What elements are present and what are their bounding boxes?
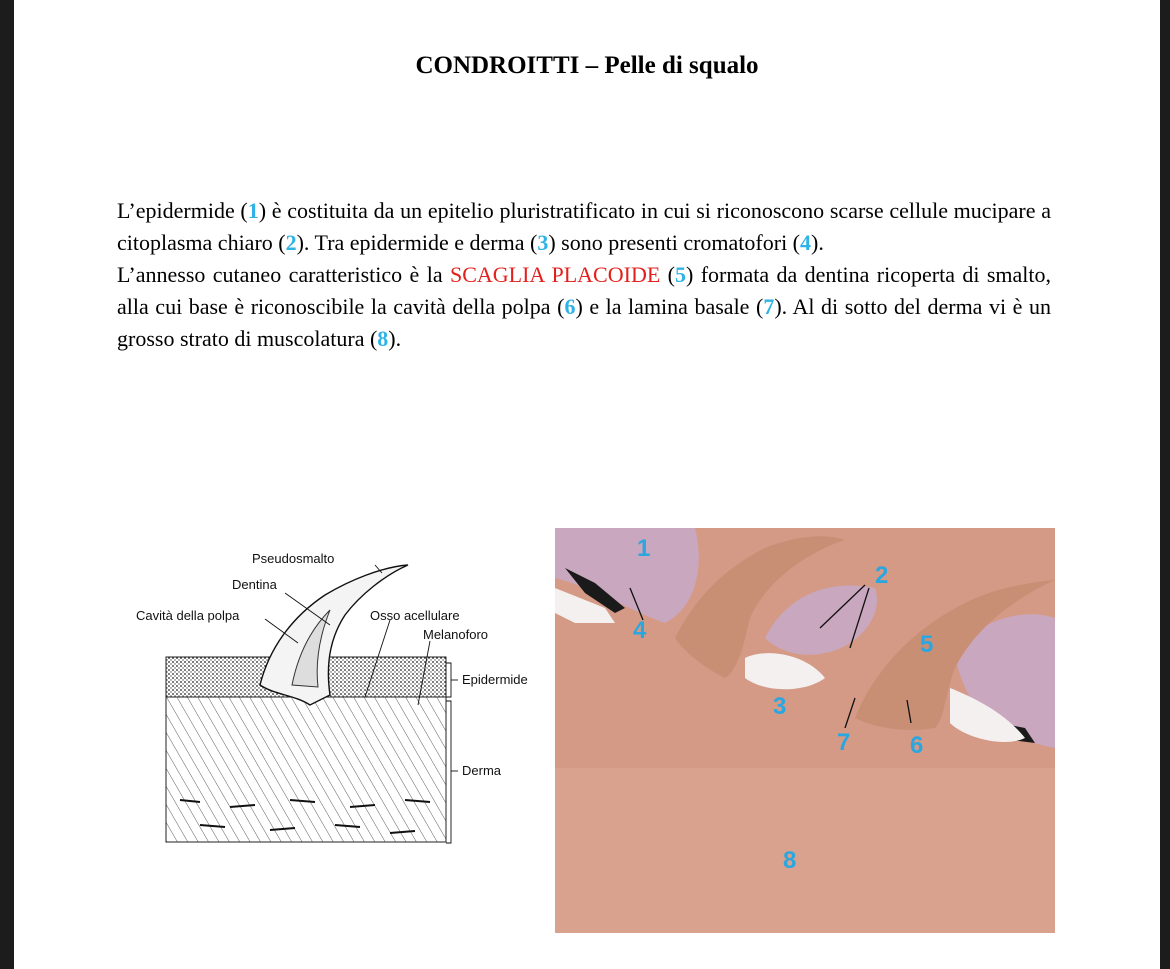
label-epidermide: Epidermide	[462, 672, 528, 687]
photo-label-5: 5	[920, 631, 934, 658]
label-pseudosmalto: Pseudosmalto	[252, 551, 335, 566]
histology-photo	[555, 528, 1055, 933]
photo-label-3: 3	[773, 693, 787, 720]
label-osso-acellulare: Osso acellulare	[370, 608, 460, 623]
label-derma: Derma	[462, 763, 502, 778]
photo-label-2: 2	[875, 562, 889, 589]
label-dentina: Dentina	[232, 577, 277, 592]
paragraph-2	[117, 259, 1051, 355]
photo-label-6: 6	[910, 732, 924, 759]
text-span: ) è costituita da un epitelio pluristratificato in cui si riconoscono scarse cellule mucipare a citoplasma chiaro (	[117, 198, 1051, 255]
text-span: ) e la lamina basale (	[575, 294, 764, 319]
photo-label-1: 1	[637, 535, 651, 562]
ref-number-3: 3	[537, 230, 549, 255]
text-span: ) formata da dentina ricoperta di smalto, alla cui base è riconoscibile la cavità della polpa (	[117, 262, 1052, 319]
text-span: ).	[811, 230, 824, 255]
text-span: ) sono presenti cromatofori (	[548, 230, 801, 255]
photo-label-7: 7	[837, 729, 851, 756]
muscle-layer	[555, 768, 1055, 933]
ref-number-7: 7	[763, 294, 775, 319]
label-cavita-polpa: Cavità della polpa	[136, 608, 240, 623]
ref-number-8: 8	[377, 326, 389, 351]
photo-label-8: 8	[783, 847, 797, 874]
highlight-term: SCAGLIA PLACOIDE	[449, 262, 661, 287]
body-text	[117, 195, 1051, 355]
text-span: L’annesso cutaneo caratteristico è la	[117, 262, 450, 287]
text-span: (	[660, 262, 675, 287]
ref-number-2: 2	[285, 230, 297, 255]
paragraph-1	[117, 195, 1051, 259]
label-melanoforo: Melanoforo	[423, 627, 489, 642]
text-span: L’epidermide (	[117, 198, 248, 223]
ref-number-4: 4	[800, 230, 812, 255]
text-span: ). Tra epidermide e derma (	[296, 230, 538, 255]
page-title: CONDROITTI – Pelle di squalo	[415, 52, 759, 79]
photo-label-4: 4	[633, 617, 647, 644]
document-page	[14, 0, 1160, 969]
ref-number-5: 5	[675, 262, 686, 287]
dermis-layer	[166, 697, 446, 842]
text-span: ).	[388, 326, 402, 351]
text-span: ). Al di sotto del derma vi è un grosso strato di muscolatura (	[117, 294, 1051, 351]
ref-number-1: 1	[247, 198, 259, 223]
skin-diagram	[120, 545, 540, 850]
ref-number-6: 6	[564, 294, 576, 319]
